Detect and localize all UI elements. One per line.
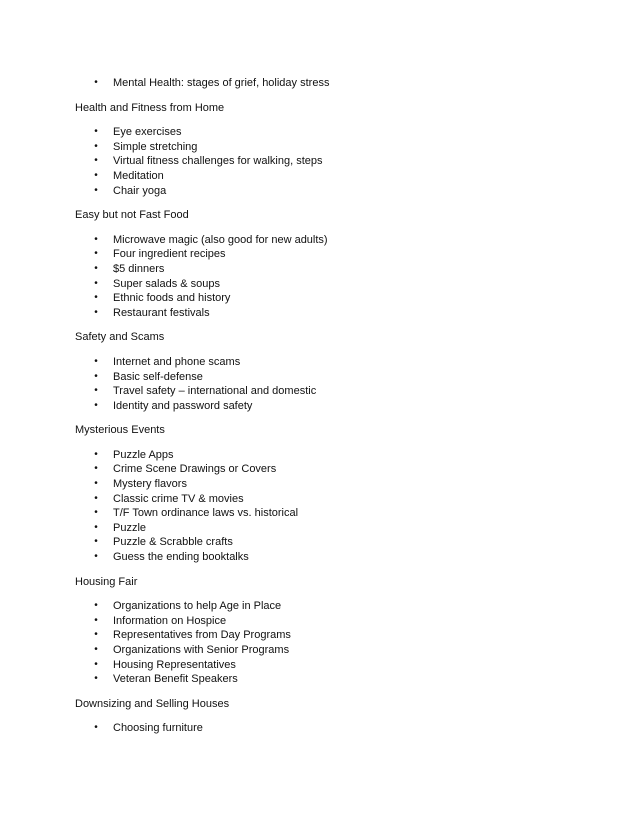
list-item-text: Travel safety – international and domestic (113, 385, 317, 398)
section-heading: Safety and Scams (75, 331, 165, 344)
bullet-icon: • (94, 463, 98, 475)
bullet-icon: • (94, 126, 98, 138)
list-item-text: Basic self-defense (113, 370, 203, 383)
list-item-text: T/F Town ordinance laws vs. historical (113, 507, 299, 520)
bullet-icon: • (94, 184, 98, 196)
list-item-text: Meditation (113, 169, 164, 182)
document-body (75, 76, 575, 736)
list-item-text: Identity and password safety (113, 399, 253, 412)
list-item (75, 628, 575, 643)
bullet-list (75, 76, 575, 91)
section-heading: Housing Fair (75, 575, 138, 588)
list-item-text: Organizations to help Age in Place (113, 600, 282, 613)
bullet-icon: • (94, 722, 98, 734)
list-item-text: Restaurant festivals (113, 306, 210, 319)
bullet-icon: • (94, 614, 98, 626)
bullet-icon: • (94, 306, 98, 318)
list-item-text: Mystery flavors (113, 478, 187, 491)
bullet-icon: • (94, 355, 98, 367)
bullet-icon: • (94, 248, 98, 260)
list-item (75, 76, 575, 91)
list-item (75, 643, 575, 658)
bullet-icon: • (94, 277, 98, 289)
list-item (75, 614, 575, 629)
list-item-text: Representatives from Day Programs (113, 629, 291, 642)
bullet-icon: • (94, 478, 98, 490)
section-heading: Mysterious Events (75, 424, 165, 437)
list-item (75, 492, 575, 507)
list-item-text: Information on Hospice (113, 614, 227, 627)
list-item (75, 658, 575, 673)
list-item-text: Microwave magic (also good for new adults) (113, 233, 328, 246)
list-item (75, 721, 575, 736)
list-item-text: Choosing furniture (113, 722, 203, 735)
section-heading: Downsizing and Selling Houses (75, 697, 230, 710)
list-item (75, 355, 575, 370)
list-item (75, 154, 575, 169)
bullet-list (75, 233, 575, 321)
section-heading: Health and Fitness from Home (75, 101, 225, 114)
section-heading: Easy but not Fast Food (75, 209, 189, 222)
list-item (75, 521, 575, 536)
list-item (75, 306, 575, 321)
bullet-icon: • (94, 600, 98, 612)
list-item (75, 140, 575, 155)
list-item (75, 247, 575, 262)
bullet-icon: • (94, 140, 98, 152)
list-item-text: Mental Health: stages of grief, holiday stress (113, 77, 330, 89)
list-item (75, 399, 575, 414)
list-item-text: Internet and phone scams (113, 355, 241, 368)
list-item (75, 672, 575, 687)
list-item-text: Ethnic foods and history (113, 292, 231, 305)
bullet-icon: • (94, 521, 98, 533)
bullet-icon: • (94, 385, 98, 397)
bullet-list (75, 599, 575, 687)
bullet-icon: • (94, 507, 98, 519)
list-item (75, 506, 575, 521)
list-item (75, 169, 575, 184)
list-item (75, 291, 575, 306)
list-item-text: Crime Scene Drawings or Covers (113, 463, 277, 476)
list-item (75, 370, 575, 385)
list-item-text: Simple stretching (113, 140, 198, 153)
list-item (75, 233, 575, 248)
list-item-text: Eye exercises (113, 126, 182, 139)
list-item (75, 550, 575, 565)
bullet-icon: • (94, 155, 98, 167)
list-item-text: Guess the ending booktalks (113, 551, 249, 564)
list-item-text: Classic crime TV & movies (113, 492, 244, 505)
list-item (75, 599, 575, 614)
list-item (75, 462, 575, 477)
bullet-icon: • (94, 551, 98, 563)
bullet-list (75, 721, 575, 736)
bullet-icon: • (94, 292, 98, 304)
bullet-icon: • (94, 169, 98, 181)
bullet-icon: • (94, 658, 98, 670)
bullet-icon: • (94, 629, 98, 641)
list-item (75, 535, 575, 550)
list-item (75, 448, 575, 463)
bullet-icon: • (94, 262, 98, 274)
bullet-icon: • (94, 77, 98, 88)
list-item-text: Veteran Benefit Speakers (113, 673, 238, 686)
list-item-text: Super salads & soups (113, 277, 221, 290)
bullet-list (75, 355, 575, 413)
list-item (75, 277, 575, 292)
bullet-list (75, 125, 575, 198)
list-item-text: Virtual fitness challenges for walking, steps (113, 155, 323, 168)
bullet-icon: • (94, 448, 98, 460)
list-item (75, 477, 575, 492)
bullet-list (75, 448, 575, 565)
bullet-icon: • (94, 399, 98, 411)
bullet-icon: • (94, 370, 98, 382)
list-item-text: Organizations with Senior Programs (113, 644, 290, 656)
list-item-text: Puzzle Apps (113, 448, 174, 461)
list-item (75, 184, 575, 199)
list-item-text: Puzzle (113, 521, 147, 534)
bullet-icon: • (94, 233, 98, 245)
list-item (75, 125, 575, 140)
bullet-icon: • (94, 492, 98, 504)
bullet-icon: • (94, 673, 98, 685)
list-item-text: Housing Representatives (113, 658, 236, 671)
bullet-icon: • (94, 536, 98, 548)
list-item (75, 262, 575, 277)
list-item-text: Four ingredient recipes (113, 248, 226, 261)
list-item-text: Chair yoga (113, 184, 167, 197)
list-item-text: Puzzle & Scrabble crafts (113, 536, 233, 549)
list-item-text: $5 dinners (113, 262, 165, 275)
bullet-icon: • (94, 644, 98, 655)
list-item (75, 384, 575, 399)
